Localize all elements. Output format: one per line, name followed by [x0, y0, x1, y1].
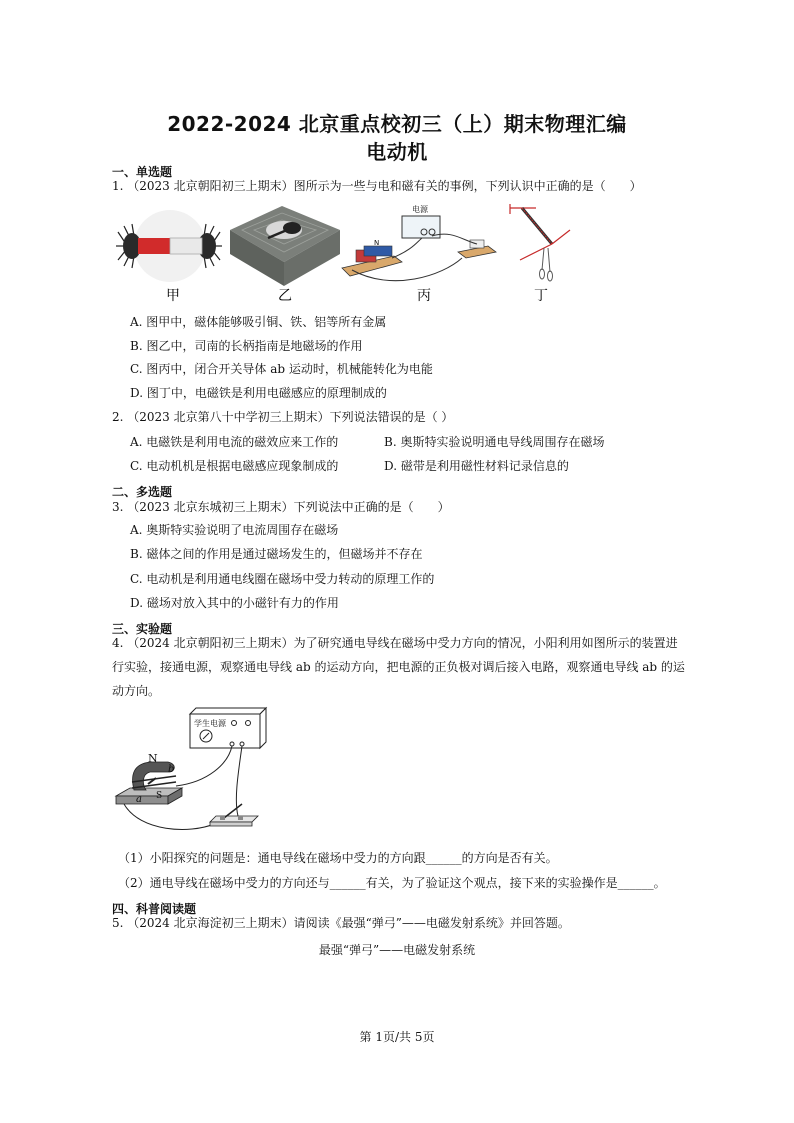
question-5-stem: 5. （2024 北京海淀初三上期末）请阅读《最强“弹弓”——电磁发射系统》并回答题。: [112, 916, 570, 930]
question-3-option-a: A. 奥斯特实验说明了电流周围存在磁场: [130, 523, 339, 537]
question-1-option-c: C. 图丙中，闭合开关导体 ab 运动时，机械能转化为电能: [130, 362, 433, 376]
figure-label-jia: 甲: [166, 288, 180, 304]
magnet-with-iron-filings-image: [116, 210, 222, 282]
question-3-option-d: D. 磁场对放入其中的小磁针有力的作用: [130, 596, 339, 610]
question-2-stem: 2. （2023 北京第八十中学初三上期末）下列说法错误的是（ ）: [112, 410, 454, 424]
question-2-option-b: B. 奥斯特实验说明通电导线周围存在磁场: [384, 435, 605, 449]
document-subtitle: 电动机: [366, 140, 428, 164]
north-pole-label: N: [374, 239, 380, 247]
question-2-option-c: C. 电动机机是根据电磁感应现象制成的: [130, 459, 339, 473]
question-1-option-d: D. 图丁中，电磁铁是利用电磁感应的原理制成的: [130, 386, 387, 400]
question-1-figure: [112, 200, 572, 308]
question-4-line-3: 动方向。: [112, 684, 161, 698]
north-pole-label: N: [148, 752, 158, 765]
question-2-option-a: A. 电磁铁是利用电流的磁效应来工作的: [130, 435, 339, 449]
section-heading-multiple-choice: 二、多选题: [112, 485, 173, 499]
question-4-line-2: 行实验，接通电源，观察通电导线 ab 的运动方向，把电源的正负极对调后接入电路，观察通电导线 ab 的运: [112, 660, 685, 674]
document-title: 2022-2024 北京重点校初三（上）期末物理汇编: [167, 112, 627, 136]
electromagnet-image: [510, 204, 570, 281]
page-number: 第 1页/共 5页: [359, 1030, 435, 1044]
conductor-end-a-label: a: [136, 794, 142, 805]
question-3-option-c: C. 电动机是利用通电线圈在磁场中受力转动的原理工作的: [130, 572, 435, 586]
section-heading-experiment: 三、实验题: [112, 622, 173, 636]
student-power-supply: [190, 708, 266, 748]
knife-switch: [210, 804, 258, 826]
question-4-sub-1: （1）小阳探究的问题是：通电导线在磁场中受力的方向跟______的方向是否有关。: [118, 851, 558, 865]
conductor-end-b-label: b: [168, 764, 175, 775]
south-pole-label: S: [156, 791, 163, 801]
figure-label-yi: 乙: [278, 288, 292, 304]
question-3-stem: 3. （2023 北京东城初三上期末）下列说法中正确的是（ ）: [112, 500, 450, 514]
question-4-sub-2: （2）通电导线在磁场中受力的方向还与______有关，为了验证这个观点，接下来的实验操作是______。: [118, 876, 666, 890]
motor-circuit-image: [342, 204, 496, 281]
question-1-option-b: B. 图乙中，司南的长柄指南是地磁场的作用: [130, 339, 363, 353]
section-heading-single-choice: 一、单选题: [112, 165, 173, 179]
figure-label-ding: 丁: [534, 288, 548, 304]
article-title: 最强“弹弓”——电磁发射系统: [318, 943, 476, 957]
question-2-option-d: D. 磁带是利用磁性材料记录信息的: [384, 459, 569, 473]
question-4-apparatus-figure: [110, 704, 280, 842]
power-supply-label: 电源: [412, 205, 428, 214]
question-4-line-1: 4. （2024 北京朝阳初三上期末）为了研究通电导线在磁场中受力方向的情况，小阳利用如图所示的装置进: [112, 636, 678, 650]
section-heading-science-reading: 四、科普阅读题: [112, 902, 197, 916]
question-1-stem: 1. （2023 北京朝阳初三上期末）图所示为一些与电和磁有关的事例，下列认识中正确的是（ ）: [112, 179, 642, 193]
si-nan-compass-image: [230, 206, 340, 286]
student-power-supply-label: 学生电源: [194, 719, 226, 728]
question-3-option-b: B. 磁体之间的作用是通过磁场发生的，但磁场并不存在: [130, 547, 423, 561]
question-1-option-a: A. 图甲中，磁体能够吸引铜、铁、铝等所有金属: [130, 315, 387, 329]
figure-label-bing: 丙: [417, 288, 431, 304]
